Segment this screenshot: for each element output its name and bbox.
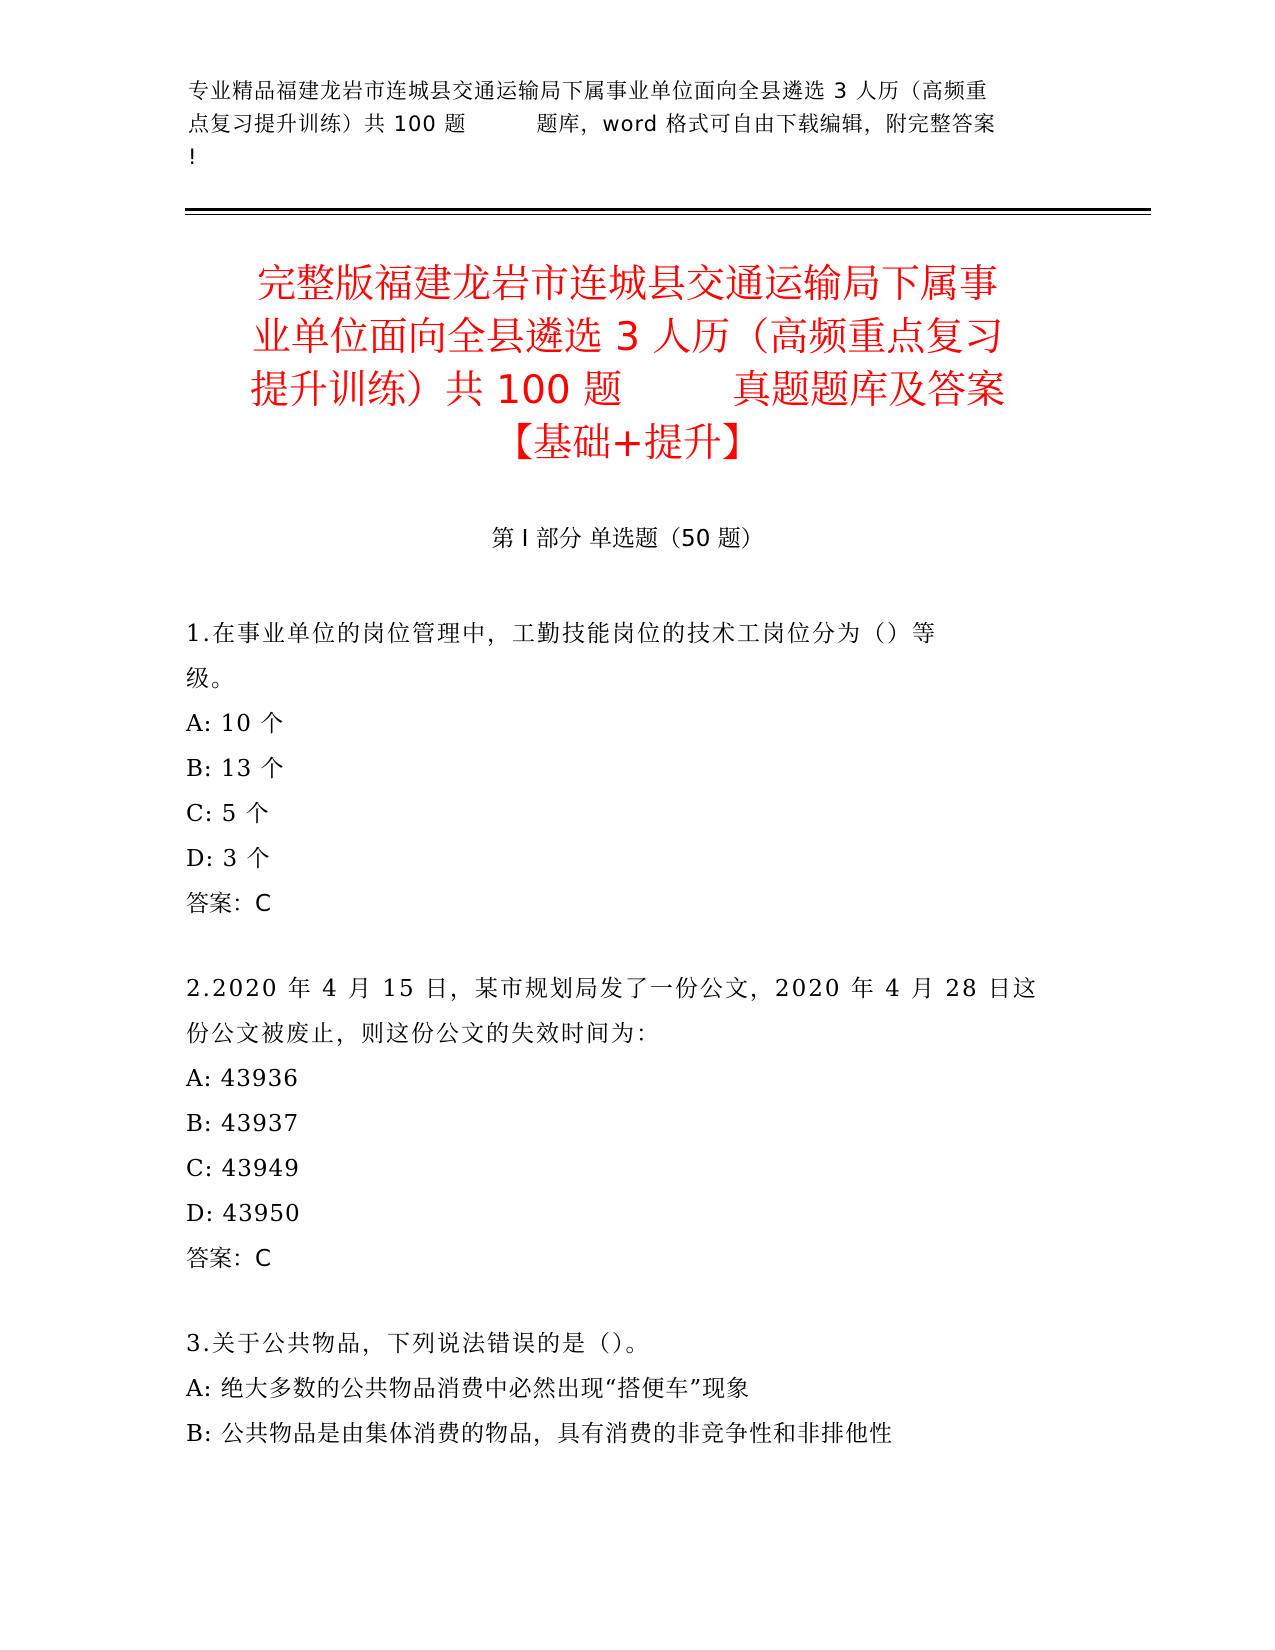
header-divider-thick (185, 208, 1151, 211)
option-c: C: 5 个 (186, 801, 270, 827)
option-d: D: 43950 (186, 1201, 301, 1227)
header-divider-thin (185, 214, 1151, 215)
option-a: A: 绝大多数的公共物品消费中必然出现“搭便车”现象 (186, 1376, 751, 1402)
header-line-2 (188, 108, 1088, 141)
section-title: 第 I 部分 单选题（50 题） (491, 526, 764, 552)
title-line-3 (185, 364, 1070, 417)
question-line-1: 3.关于公共物品，下列说法错误的是（）。 (186, 1331, 651, 1357)
question-1 (186, 612, 1086, 927)
document-header-note (188, 75, 1088, 174)
option-d: D: 3 个 (186, 846, 271, 872)
question-list (186, 612, 1086, 1497)
header-line-2b: 题库，word 格式可自由下载编辑，附完整答案 (536, 112, 996, 136)
question-line-2: 级。 (186, 666, 236, 692)
question-text (186, 1322, 1086, 1367)
option-b: B: 公共物品是由集体消费的物品，具有消费的非竞争性和非排他性 (186, 1421, 893, 1447)
title-line-3a: 提升训练）共 100 题 (249, 368, 623, 413)
question-3 (186, 1322, 1086, 1457)
question-text (186, 612, 1086, 702)
document-title (185, 258, 1070, 470)
question-text (186, 967, 1086, 1057)
option-b: B: 43937 (186, 1111, 300, 1137)
answer: 答案：C (186, 891, 272, 917)
option-c: C: 43949 (186, 1156, 300, 1182)
title-line-3b: 真题题库及答案 (732, 368, 1006, 413)
question-line-1: 2.2020 年 4 月 15 日，某市规划局发了一份公文，2020 年 4 月 28 日这 (186, 976, 1038, 1002)
question-line-1: 1.在事业单位的岗位管理中，工勤技能岗位的技术工岗位分为（）等 (186, 621, 937, 647)
question-line-2: 份公文被废止，则这份公文的失效时间为： (186, 1021, 661, 1047)
header-line-2a: 点复习提升训练）共 100 题 (188, 112, 467, 136)
title-line-1: 完整版福建龙岩市连城县交通运输局下属事 (256, 262, 998, 307)
header-line-3: ! (188, 145, 198, 169)
title-line-2: 业单位面向全县遴选 3 人历（高频重点复习 (251, 315, 1004, 360)
option-b: B: 13 个 (186, 756, 285, 782)
title-line-4: 【基础+提升】 (494, 421, 761, 466)
answer: 答案：C (186, 1246, 272, 1272)
question-2 (186, 967, 1086, 1282)
option-a: A: 10 个 (186, 711, 285, 737)
header-line-1: 专业精品福建龙岩市连城县交通运输局下属事业单位面向全县遴选 3 人历（高频重 (188, 79, 988, 103)
option-a: A: 43936 (186, 1066, 299, 1092)
